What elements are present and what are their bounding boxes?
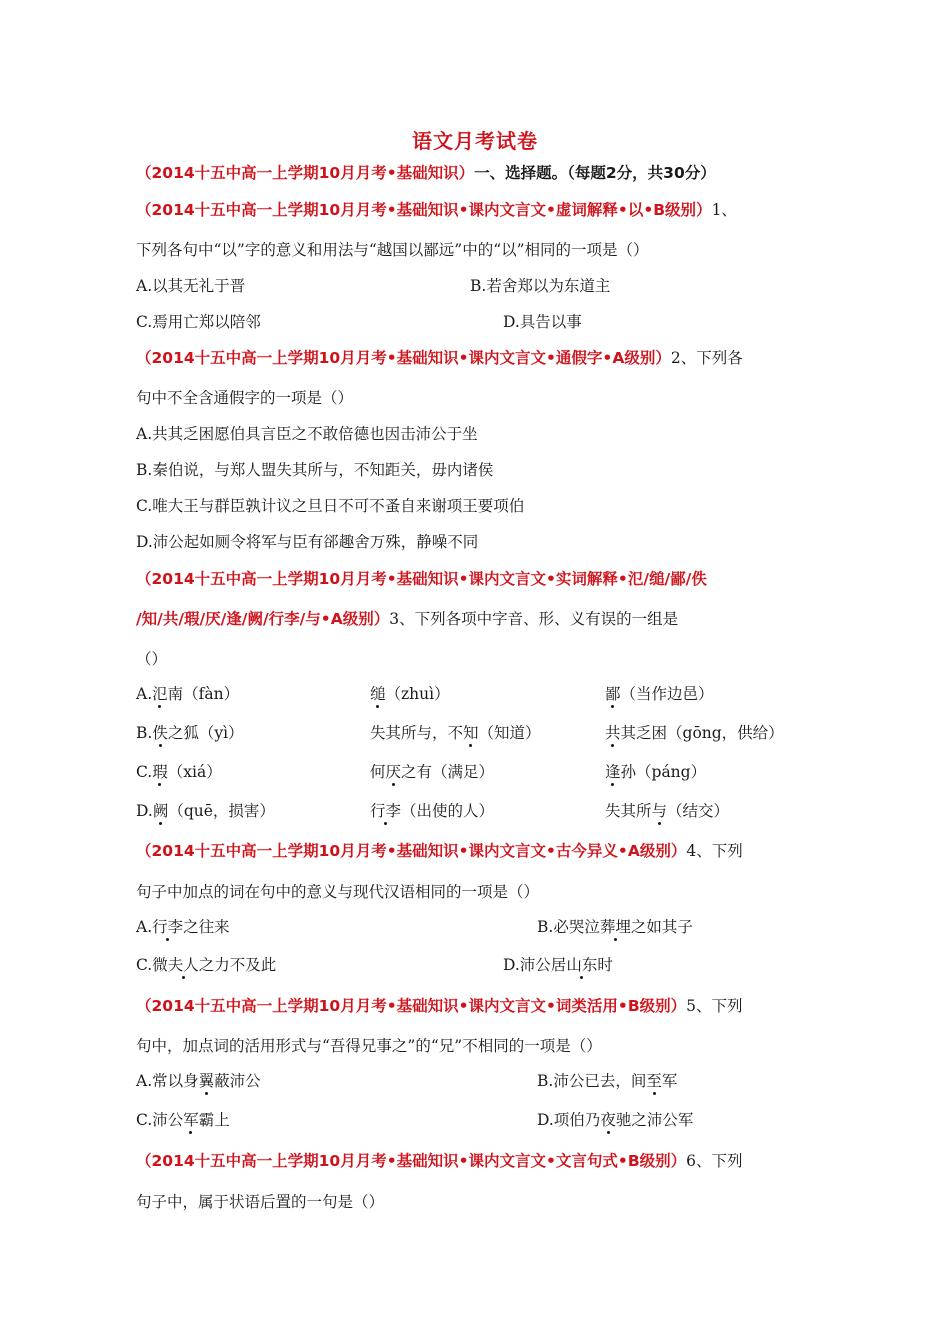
text-span: 之往来 xyxy=(183,918,230,936)
q2-tag: （2014十五中高一上学期10月月考•基础知识•课内文言文•通假字•A级别） xyxy=(136,349,671,367)
q3-stem: （） xyxy=(136,650,168,668)
text-span: A.常以身 xyxy=(136,1072,199,1090)
emphasis-char: 厌 xyxy=(385,763,402,781)
text-span: 驰之沛公军 xyxy=(615,1111,694,1129)
q6-header xyxy=(136,1151,743,1171)
q5-header xyxy=(136,996,743,1016)
q4-option-a xyxy=(136,917,230,937)
q2-stem: 句中不全含通假字的一项是（） xyxy=(136,389,354,407)
q4-number: 4、下列 xyxy=(686,842,743,860)
q6-number: 6、下列 xyxy=(686,1152,743,1170)
q5-stem: 句中，加点词的活用形式与“吾得兄事之”的“兄”不相同的一项是（） xyxy=(136,1037,602,1055)
text-span: 孙（páng） xyxy=(620,763,707,781)
text-span: 南（fàn） xyxy=(167,685,240,703)
emphasis-char: 逢 xyxy=(605,763,621,781)
text-span: （quē，损害） xyxy=(168,802,275,820)
q3-tag-part2: /知/共/瑕/厌/逢/阙/行李/与•A级别） xyxy=(136,610,390,628)
page-title: 语文月考试卷 xyxy=(412,129,538,153)
q1-tag: （2014十五中高一上学期10月月考•基础知识•课内文言文•虚词解释•以•B级别） xyxy=(136,201,712,219)
q3-row-a-col2 xyxy=(370,684,450,704)
q5-option-d xyxy=(537,1110,693,1130)
q3-row-c-col3 xyxy=(605,762,706,782)
text-span: B. xyxy=(136,724,153,742)
emphasis-char: 行李 xyxy=(152,918,184,936)
q6-tag: （2014十五中高一上学期10月月考•基础知识•课内文言文•文言句式•B级别） xyxy=(136,1152,687,1170)
q3-row-a-col3 xyxy=(605,684,714,704)
text-span: 军 xyxy=(661,1072,678,1090)
q4-header xyxy=(136,841,743,861)
text-span: （出使的人） xyxy=(401,802,495,820)
text-span: 失其所 xyxy=(605,802,652,820)
q4-tag: （2014十五中高一上学期10月月考•基础知识•课内文言文•古今异义•A级别） xyxy=(136,842,687,860)
text-span: 蔽沛公 xyxy=(214,1072,261,1090)
q3-tag-line2 xyxy=(136,609,678,629)
text-span: 何 xyxy=(370,763,386,781)
q1-stem: 下列各句中“以”字的意义和用法与“越国以鄙远”中的“以”相同的一项是（） xyxy=(136,241,649,259)
text-span: D. xyxy=(136,802,153,820)
text-span: A. xyxy=(136,685,153,703)
emphasis-char: 山东 xyxy=(566,956,598,974)
text-span: 之有（满足） xyxy=(401,763,495,781)
q1-option-d: D.具告以事 xyxy=(503,313,582,331)
emphasis-char: 阙 xyxy=(152,802,169,820)
q2-option-a: A.共其乏困愿伯具言臣之不敢倍德也因击沛公于坐 xyxy=(136,425,478,443)
emphasis-char: 夜 xyxy=(600,1111,616,1129)
q1-option-b: B.若舍郑以为东道主 xyxy=(470,277,611,295)
q3-row-c-col1 xyxy=(136,762,222,782)
q4-stem: 句子中加点的词在句中的意义与现代汉语相同的一项是（） xyxy=(136,883,540,901)
q3-row-b-col2 xyxy=(370,723,541,743)
emphasis-char: 与 xyxy=(651,802,668,820)
text-span: B.必哭泣 xyxy=(537,918,600,936)
q3-number: 3、下列各项中字音、形、义有误的一组是 xyxy=(389,610,679,628)
q3-row-b-col3 xyxy=(605,723,784,743)
emphasis-char: 葬埋 xyxy=(599,918,631,936)
emphasis-char: 鄙 xyxy=(605,685,621,703)
text-span: 失其所与，不 xyxy=(370,724,464,742)
text-span: （xiá） xyxy=(167,763,222,781)
q4-option-b xyxy=(537,917,693,937)
text-span: 之狐（yì） xyxy=(167,724,244,742)
q2-header xyxy=(136,348,743,368)
text-span: 之如其子 xyxy=(630,918,693,936)
text-span: （知道） xyxy=(478,724,541,742)
text-span: （zhuì） xyxy=(385,685,450,703)
q5-option-c xyxy=(136,1110,230,1130)
text-span: A. xyxy=(136,918,153,936)
text-span: 霸上 xyxy=(198,1111,230,1129)
emphasis-char: 至 xyxy=(646,1072,662,1090)
text-span: B.沛公已去，间 xyxy=(537,1072,647,1090)
q3-row-d-col1 xyxy=(136,801,275,821)
emphasis-char: 翼 xyxy=(198,1072,215,1090)
emphasis-char: 夫人 xyxy=(167,956,199,974)
q5-number: 5、下列 xyxy=(686,997,743,1015)
text-span: 其乏困（gōng，供给） xyxy=(620,724,784,742)
text-span: （结交） xyxy=(667,802,730,820)
q3-row-b-col1 xyxy=(136,723,244,743)
q1-option-a: A.以其无礼于晋 xyxy=(136,277,246,295)
q2-option-b: B.秦伯说，与郑人盟失其所与，不知距关，毋内诸侯 xyxy=(136,461,494,479)
text-span: C.沛公 xyxy=(136,1111,184,1129)
emphasis-char: 佚 xyxy=(152,724,168,742)
q5-option-a xyxy=(136,1071,261,1091)
text-span: 时 xyxy=(597,956,613,974)
emphasis-char: 军 xyxy=(183,1111,199,1129)
q5-option-b xyxy=(537,1071,677,1091)
section-tag: （2014十五中高一上学期10月月考•基础知识） xyxy=(136,164,475,182)
q5-tag: （2014十五中高一上学期10月月考•基础知识•课内文言文•词类活用•B级别） xyxy=(136,997,687,1015)
text-span: 之力不及此 xyxy=(198,956,277,974)
q1-header xyxy=(136,200,737,220)
q3-row-d-col2 xyxy=(370,801,494,821)
text-span: C.微 xyxy=(136,956,168,974)
section-text: 一、选择题。（每题2分，共30分） xyxy=(474,164,716,182)
q1-number: 1、 xyxy=(711,201,737,219)
q3-row-d-col3 xyxy=(605,801,729,821)
text-span: （当作边邑） xyxy=(620,685,714,703)
q1-option-c: C.焉用亡郑以陪邻 xyxy=(136,313,261,331)
q6-stem: 句子中，属于状语后置的一句是（） xyxy=(136,1193,385,1211)
q3-row-c-col2 xyxy=(370,762,494,782)
q2-number: 2、下列各 xyxy=(670,349,743,367)
emphasis-char: 缒 xyxy=(370,685,386,703)
emphasis-char: 共 xyxy=(605,724,621,742)
q3-tag-line1 xyxy=(136,569,707,589)
text-span: D.沛公居 xyxy=(503,956,567,974)
q4-option-d xyxy=(503,955,613,975)
q2-option-c: C.唯大王与群臣孰计议之旦日不可不蚤自来谢项王要项伯 xyxy=(136,497,525,515)
q2-option-d: D.沛公起如厕令将军与臣有郤趣舍万殊，静噪不同 xyxy=(136,533,479,551)
q4-option-c xyxy=(136,955,276,975)
emphasis-char: 知 xyxy=(463,724,479,742)
emphasis-char: 瑕 xyxy=(152,763,168,781)
emphasis-char: 行李 xyxy=(370,802,402,820)
text-span: D.项伯乃 xyxy=(537,1111,601,1129)
text-span: C. xyxy=(136,763,153,781)
q3-tag-part1: （2014十五中高一上学期10月月考•基础知识•课内文言文•实词解释•氾/缒/鄙/佚 xyxy=(136,570,707,588)
q3-row-a-col1 xyxy=(136,684,239,704)
emphasis-char: 氾 xyxy=(152,685,168,703)
section-header xyxy=(136,163,716,183)
